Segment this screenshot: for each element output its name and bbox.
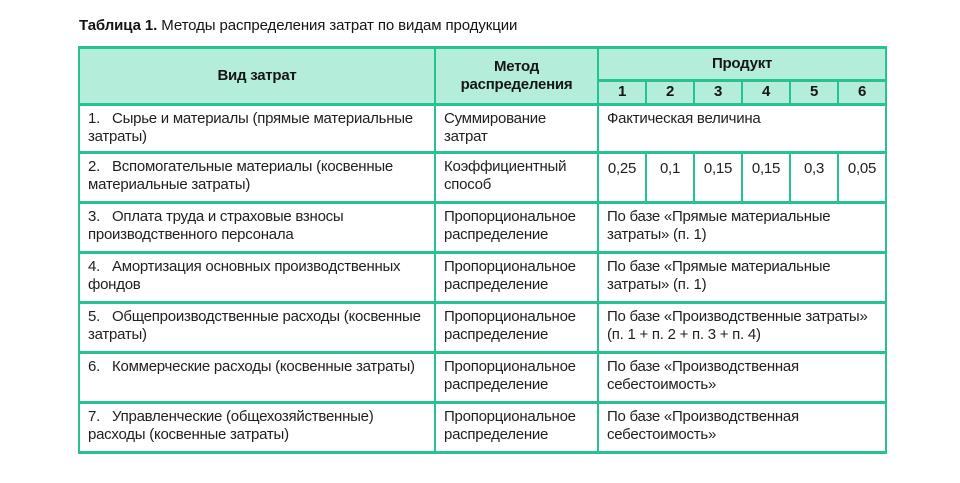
cost-allocation-table <box>78 46 887 454</box>
product-span-cell: По базе «Производственная себестоимость» <box>598 402 886 452</box>
method-cell: Пропорциональное распределение <box>435 252 598 302</box>
cost-type-cell <box>79 302 435 352</box>
cost-type-text: Коммерческие расходы (косвенные затраты) <box>112 357 415 375</box>
table-row <box>79 152 886 202</box>
row-number: 1. <box>88 110 101 127</box>
coefficient-cell: 0,1 <box>646 152 694 202</box>
cost-type-cell <box>79 152 435 202</box>
product-span-cell: По базе «Прямые материальные затраты» (п. 1) <box>598 252 886 302</box>
coefficient-cell: 0,15 <box>742 152 790 202</box>
table-caption-text: Методы распределения затрат по видам продукции <box>157 17 518 34</box>
coefficient-cell: 0,05 <box>838 152 886 202</box>
cost-type-text: Сырье и материалы (прямые материальные затраты) <box>88 110 413 146</box>
cost-type-cell <box>79 352 435 402</box>
row-number: 5. <box>88 307 101 325</box>
table-caption-number: Таблица 1. <box>79 17 158 34</box>
cost-type-text: Вспомогательные материалы (косвенные материальные затраты) <box>88 157 394 193</box>
cost-type-text: Общепроизводственные расходы (косвенные затраты) <box>88 307 421 343</box>
table-row <box>79 302 886 352</box>
column-header-cost-type: Вид затрат <box>79 48 435 105</box>
method-cell: Пропорциональное распределение <box>435 352 598 402</box>
header-row-top <box>79 48 886 81</box>
method-cell: Пропорциональное распределение <box>435 202 598 252</box>
product-span-cell: Фактическая величина <box>598 105 886 153</box>
table-row <box>79 105 886 153</box>
table-caption <box>79 17 960 34</box>
method-cell: Пропорциональное распределение <box>435 402 598 452</box>
column-header-method: Метод распределения <box>435 48 598 105</box>
table-row <box>79 252 886 302</box>
product-col-header-4: 4 <box>742 81 790 105</box>
table-row <box>79 352 886 402</box>
row-number: 7. <box>88 407 101 425</box>
row-number: 6. <box>88 357 101 375</box>
cost-type-text: Управленческие (общехозяйственные) расходы (косвенные затраты) <box>88 407 374 443</box>
column-header-product: Продукт <box>598 48 886 81</box>
cost-type-cell <box>79 105 435 153</box>
coefficient-cell: 0,25 <box>598 152 646 202</box>
cost-type-cell <box>79 252 435 302</box>
cost-type-cell <box>79 402 435 452</box>
product-span-cell: По базе «Прямые материальные затраты» (п. 1) <box>598 202 886 252</box>
product-col-header-2: 2 <box>646 81 694 105</box>
row-number: 4. <box>88 257 101 275</box>
table-row <box>79 202 886 252</box>
method-cell: Суммирование затрат <box>435 105 598 153</box>
method-cell: Пропорциональное распределение <box>435 302 598 352</box>
coefficient-cell: 0,3 <box>790 152 838 202</box>
coefficient-cell: 0,15 <box>694 152 742 202</box>
cost-type-text: Оплата труда и страховые взносы производственного персонала <box>88 207 344 243</box>
product-span-cell: По базе «Производственная себестоимость» <box>598 352 886 402</box>
row-number: 2. <box>88 157 101 175</box>
table-row <box>79 402 886 452</box>
method-cell: Коэффициентный способ <box>435 152 598 202</box>
row-number: 3. <box>88 207 101 225</box>
product-col-header-6: 6 <box>838 81 886 105</box>
product-col-header-3: 3 <box>694 81 742 105</box>
product-col-header-1: 1 <box>598 81 646 105</box>
cost-type-cell <box>79 202 435 252</box>
cost-type-text: Амортизация основных производственных фондов <box>88 257 401 293</box>
product-span-cell: По базе «Производственные затраты» (п. 1 + п. 2 + п. 3 + п. 4) <box>598 302 886 352</box>
product-col-header-5: 5 <box>790 81 838 105</box>
